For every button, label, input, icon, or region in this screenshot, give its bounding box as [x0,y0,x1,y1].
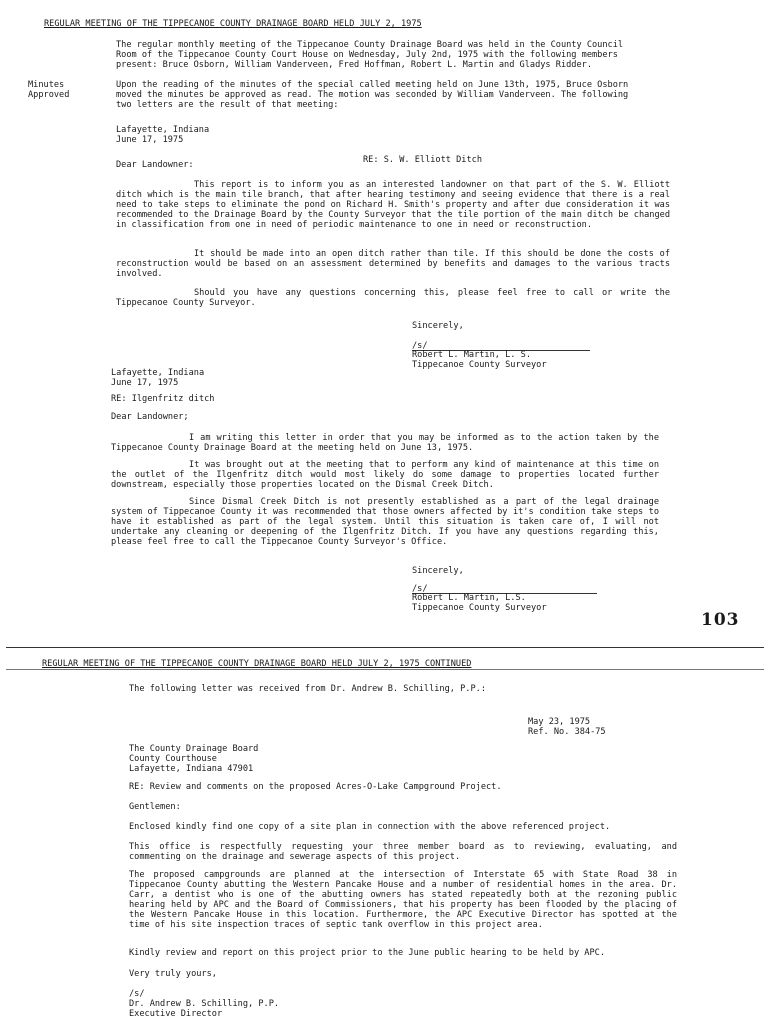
letter1-paragraph: Should you have any questions concerning this, please feel free to call or write the Tippecanoe County Surveyor. [116,288,670,308]
continuation-intro: The following letter was received from Dr. Andrew B. Schilling, P.P.: [129,684,486,694]
letter2-signature: /s/ [412,584,428,594]
letter2-paragraph: I am writing this letter in order that you may be informed as to the action taken by the Tippecanoe County Drainage Board at the meeting held on June 13, 1975. [111,433,659,453]
letter3-signature: /s/ [129,989,145,999]
margin-note: Minutes [28,80,65,90]
minutes-line: moved the minutes be approved as read. The motion was seconded by William Vanderveen. The following [116,90,629,100]
letter3-address: County Courthouse [129,754,217,764]
letter1-city: Lafayette, Indiana [116,125,210,135]
page-divider [6,647,764,648]
letter1-signature: /s/ [412,341,428,351]
letter2-salutation: Dear Landowner; [111,412,189,422]
letter3-address: The County Drainage Board [129,744,259,754]
letter3-address: Lafayette, Indiana 47901 [129,764,254,774]
letter3-re: RE: Review and comments on the proposed Acres-O-Lake Campground Project. [129,782,502,792]
letter1-re: RE: S. W. Elliott Ditch [363,155,482,165]
letter3-date: May 23, 1975 [528,717,591,727]
letter3-paragraph: Kindly review and report on this project prior to the June public hearing to be held by APC. [129,948,605,958]
letter2-re: RE: Ilgenfritz ditch [111,394,215,404]
letter2-signer-title: Tippecanoe County Surveyor [412,603,547,613]
letter2-paragraph: It was brought out at the meeting that to perform any kind of maintenance at this time on the outlet of the Ilgenfritz ditch would most likely do some damage to properties located further downstream, especially those properties located on the Dismal Creek Ditch. [111,460,659,490]
intro-line: Room of the Tippecanoe County Court House on Wednesday, July 2nd, 1975 with the following members [116,50,618,60]
intro-line: The regular monthly meeting of the Tippecanoe County Drainage Board was held in the County Council [116,40,624,50]
letter2-signer-name: Robert L. Martin, L.S. [412,593,526,603]
letter2-date: June 17, 1975 [111,378,179,388]
margin-note: Approved [28,90,70,100]
header-rule [6,669,764,670]
letter1-signer-name: Robert L. Martin, L. S. [412,350,531,360]
letter1-date: June 17, 1975 [116,135,184,145]
letter1-paragraph: This report is to inform you as an interested landowner on that part of the S. W. Elliott ditch which is the main tile branch, that after hearing testimony and seeing evidence that there is a real need to take steps to eliminate the pond on Richard H. Smith's property and after due consideration it was recommended to the Drainage Board by the County Surveyor that the tile portion of the main ditch be changed in classification from one in need of periodic maintenance to one in need or reconstruction. [116,180,670,230]
letter1-signer-title: Tippecanoe County Surveyor [412,360,547,370]
letter3-paragraph: This office is respectfully requesting your three member board as to reviewing, evaluating, and commenting on the drainage and sewerage aspects of this project. [129,842,677,862]
letter2-closing: Sincerely, [412,566,464,576]
letter3-closing: Very truly yours, [129,969,217,979]
letter3-paragraph: Enclosed kindly find one copy of a site plan in connection with the above referenced project. [129,822,611,832]
letter2-city: Lafayette, Indiana [111,368,205,378]
minutes-line: Upon the reading of the minutes of the special called meeting held on June 13th, 1975, Bruce Osborn [116,80,629,90]
page-header: REGULAR MEETING OF THE TIPPECANOE COUNTY DRAINAGE BOARD HELD JULY 2, 1975 CONTINUED [42,659,472,669]
letter1-closing: Sincerely, [412,321,464,331]
letter1-paragraph: It should be made into an open ditch rather than tile. If this should be done the costs of reconstruction would be based on an assessment determined by benefits and damages to the various tracts involved. [116,249,670,279]
letter1-salutation: Dear Landowner: [116,160,194,170]
letter3-signer-title: Executive Director [129,1009,223,1019]
letter3-paragraph: The proposed campgrounds are planned at the intersection of Interstate 65 with State Road 38 in Tippecanoe County abutting the Western Pancake House and a number of residential homes in the area. Dr. Carr, a dentist who is one of the abutting owners has stated repeatedly both at the rezoning public hearing held by APC and the Board of Commissioners, that his property has been flooded by the placing of the Western Pancake House in this location. Furthermore, the APC Executive Director has spotted at the time of his site inspection traces of septic tank overflow in this project area. [129,870,677,930]
letter3-signer-name: Dr. Andrew B. Schilling, P.P. [129,999,280,1009]
letter3-salutation: Gentlemen: [129,802,181,812]
page-header: REGULAR MEETING OF THE TIPPECANOE COUNTY DRAINAGE BOARD HELD JULY 2, 1975 [44,19,422,29]
intro-line: present: Bruce Osborn, William Vanderveen, Fred Hoffman, Robert L. Martin and Gladys Ridder. [116,60,592,70]
letter3-ref: Ref. No. 384-75 [528,727,606,737]
minutes-line: two letters are the result of that meeting: [116,100,339,110]
letter2-paragraph: Since Dismal Creek Ditch is not presently established as a part of the legal drainage system of Tippecanoe County it was recommended that those owners affected by it's condition take steps to have it established as part of the legal system. Until this situation is taken care of, I will not undertake any cleaning or deepening of the Ilgenfritz Ditch. If you have any questions regarding this, please feel free to call the Tippecanoe County Surveyor's Office. [111,497,659,547]
page-number: 103 [701,610,740,630]
